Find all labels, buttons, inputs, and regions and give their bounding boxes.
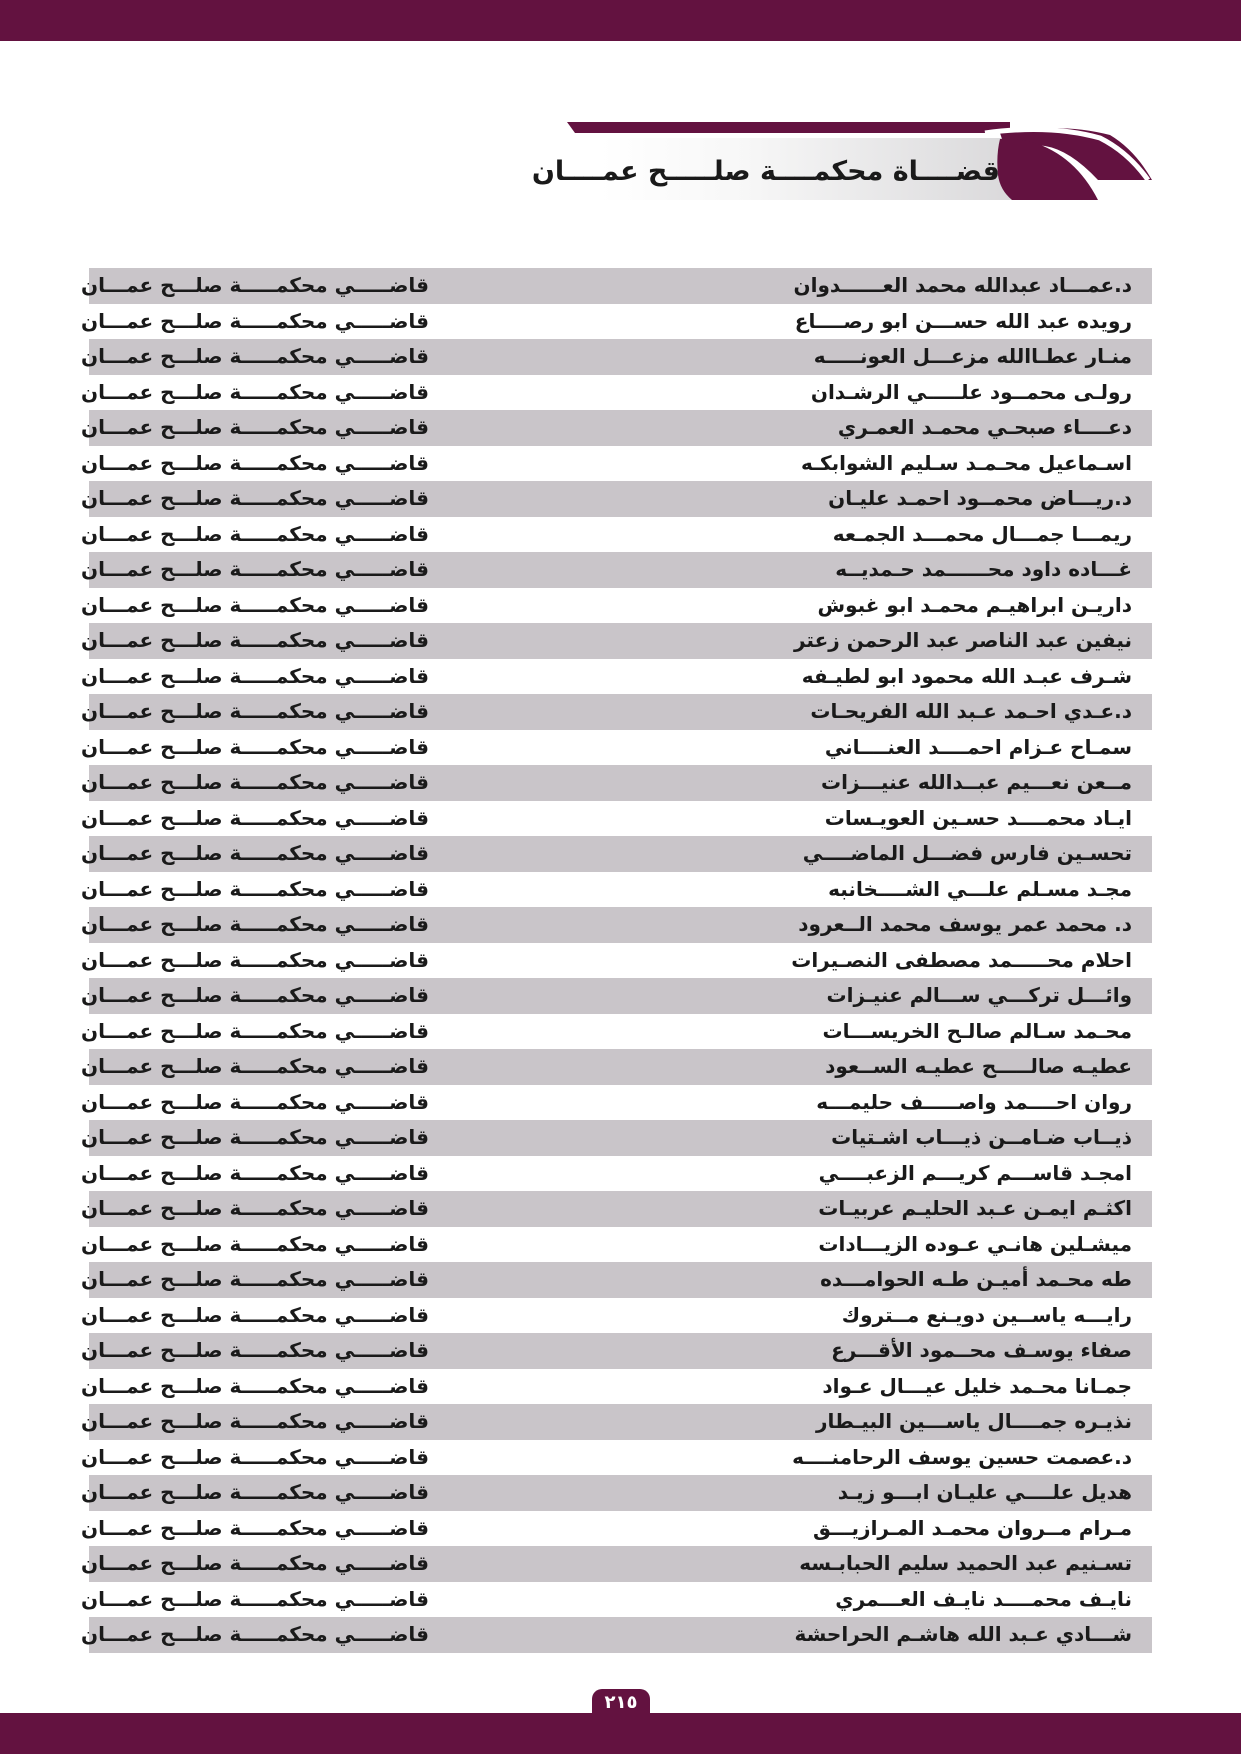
judge-name: روان احــــمد واصـــــف حليمـــه xyxy=(816,1089,1132,1114)
judge-title: قاضـــــي محكمـــــة صلـــح عمـــان xyxy=(81,1302,429,1327)
judge-title: قاضـــــي محكمـــــة صلـــح عمـــان xyxy=(81,521,429,546)
table-row xyxy=(81,1120,1152,1156)
judge-name: د. محمد عمر يوسف محمد الــعرود xyxy=(798,912,1132,936)
header-decoration xyxy=(0,0,1241,260)
judge-title: قاضـــــي محكمـــــة صلـــح عمـــان xyxy=(81,379,429,404)
judge-name: سمـاح عـزام احمــــد العنــــاني xyxy=(824,734,1132,759)
table-row xyxy=(81,375,1152,411)
judge-name: عطيـه صالـــــح عطيـه الســعود xyxy=(825,1054,1132,1078)
table-row xyxy=(81,623,1152,659)
judge-name: امجـد قاســـم كريـــم الزعبــــي xyxy=(818,1160,1132,1185)
judge-name: صفاء يوسـف محــمود الأقـــرع xyxy=(831,1338,1132,1362)
table-row xyxy=(81,1085,1152,1121)
judge-title: قاضـــــي محكمـــــة صلـــح عمـــان xyxy=(81,699,429,723)
judge-title: قاضـــــي محكمـــــة صلـــح عمـــان xyxy=(81,947,429,972)
table-row xyxy=(81,552,1152,588)
judge-name: ايـاد محمــــد حسـين العويـسات xyxy=(824,805,1132,830)
judge-title: قاضـــــي محكمـــــة صلـــح عمـــان xyxy=(81,734,429,759)
table-row xyxy=(81,304,1152,340)
judge-name: محـمد سـالم صالـح الخريســـات xyxy=(822,1018,1132,1043)
judge-name: داريـن ابراهيـم محمـد ابو غبوش xyxy=(817,592,1132,617)
judge-title: قاضـــــي محكمـــــة صلـــح عمـــان xyxy=(81,450,429,475)
table-row xyxy=(81,1440,1152,1476)
table-row xyxy=(81,659,1152,695)
page-title: قضــــاة محكمــــة صلـــــح عمــــان xyxy=(531,156,1000,187)
table-row xyxy=(81,1333,1152,1369)
judge-name: نايـف محمــــد نايـف العـــمري xyxy=(835,1586,1132,1611)
judges-table xyxy=(81,268,1152,1653)
judge-title: قاضـــــي محكمـــــة صلـــح عمـــان xyxy=(81,1515,429,1540)
judge-title: قاضـــــي محكمـــــة صلـــح عمـــان xyxy=(81,1196,429,1220)
judge-title: قاضـــــي محكمـــــة صلـــح عمـــان xyxy=(81,308,429,333)
judge-name: منـار عطـاالله مزعـــل العونـــــه xyxy=(813,344,1132,368)
judge-name: تحسـين فارس فضـــل الماضــــي xyxy=(802,841,1132,865)
table-row xyxy=(81,410,1152,446)
table-row xyxy=(81,481,1152,517)
table-row xyxy=(81,1014,1152,1050)
judge-name: شـــادي عـبد الله هاشـم الحراحشة xyxy=(794,1622,1132,1646)
judge-title: قاضـــــي محكمـــــة صلـــح عمـــان xyxy=(81,663,429,688)
judge-name: اكثـم ايمـن عـبد الحليـم عربيـات xyxy=(818,1196,1132,1220)
judge-title: قاضـــــي محكمـــــة صلـــح عمـــان xyxy=(81,628,429,652)
judge-title: قاضـــــي محكمـــــة صلـــح عمـــان xyxy=(81,415,429,439)
table-row xyxy=(81,943,1152,979)
judge-name: د.عمـــاد عبدالله محمد العــــــدوان xyxy=(793,273,1132,297)
judge-name: طه محـمد أميـن طـه الحوامـــده xyxy=(820,1267,1132,1291)
judge-name: مـرام مــروان محمـد المـرازيـــق xyxy=(813,1515,1132,1540)
judge-title: قاضـــــي محكمـــــة صلـــح عمـــان xyxy=(81,983,429,1007)
table-row xyxy=(81,1049,1152,1085)
table-row xyxy=(81,907,1152,943)
judge-name: نذيـره جمــــال ياســـين البيـطار xyxy=(816,1409,1132,1433)
judge-title: قاضـــــي محكمـــــة صلـــح عمـــان xyxy=(81,1089,429,1114)
table-row xyxy=(81,1511,1152,1547)
table-row xyxy=(81,1475,1152,1511)
table-row xyxy=(81,801,1152,837)
bottom-banner xyxy=(0,1713,1241,1754)
judge-title: قاضـــــي محكمـــــة صلـــح عمـــان xyxy=(81,592,429,617)
table-row xyxy=(81,978,1152,1014)
table-row xyxy=(81,730,1152,766)
page-number: ٢١٥ xyxy=(592,1689,650,1714)
table-row xyxy=(81,446,1152,482)
judge-title: قاضـــــي محكمـــــة صلـــح عمـــان xyxy=(81,1338,429,1362)
judge-name: احلام محـــــمد مصطفى النصـيرات xyxy=(791,947,1132,972)
table-row xyxy=(81,517,1152,553)
judge-name: غـــاده داود محــــــمد حـمديــه xyxy=(835,557,1132,581)
judge-name: نيفين عبد الناصر عبد الرحمن زعتر xyxy=(793,628,1132,652)
judge-title: قاضـــــي محكمـــــة صلـــح عمـــان xyxy=(81,273,429,297)
table-row xyxy=(81,872,1152,908)
judge-name: رولـى محمــود علـــــي الرشـدان xyxy=(810,379,1132,404)
judge-title: قاضـــــي محكمـــــة صلـــح عمـــان xyxy=(81,486,429,510)
judge-name: رايـــه ياســين دويـنع مــتروك xyxy=(841,1302,1132,1327)
table-row xyxy=(81,765,1152,801)
judge-name: جمـانا محـمد خليل عيـــال عـواد xyxy=(822,1373,1132,1398)
judge-title: قاضـــــي محكمـــــة صلـــح عمـــان xyxy=(81,1054,429,1078)
judge-title: قاضـــــي محكمـــــة صلـــح عمـــان xyxy=(81,557,429,581)
judge-name: شـرف عبـد الله محمود ابو لطيـفه xyxy=(801,663,1132,688)
judge-name: مجـد مسـلم علـــي الشــــخانبه xyxy=(828,876,1132,901)
judge-title: قاضـــــي محكمـــــة صلـــح عمـــان xyxy=(81,1551,429,1575)
table-row xyxy=(81,339,1152,375)
judge-title: قاضـــــي محكمـــــة صلـــح عمـــان xyxy=(81,1231,429,1256)
judge-name: وائـــل تركـــي ســـالم عنيـزات xyxy=(826,983,1132,1007)
judge-title: قاضـــــي محكمـــــة صلـــح عمـــان xyxy=(81,344,429,368)
judge-name: د.عـدي احـمد عـبد الله الفريحـات xyxy=(810,699,1132,723)
judge-title: قاضـــــي محكمـــــة صلـــح عمـــان xyxy=(81,1480,429,1504)
judge-name: د.ريـــاض محمــود احمـد عليـان xyxy=(828,486,1132,510)
judge-name: دعــــاء صبحـي محمـد العمـري xyxy=(837,415,1132,439)
judge-title: قاضـــــي محكمـــــة صلـــح عمـــان xyxy=(81,1409,429,1433)
table-row xyxy=(81,1262,1152,1298)
judge-title: قاضـــــي محكمـــــة صلـــح عمـــان xyxy=(81,1160,429,1185)
judge-title: قاضـــــي محكمـــــة صلـــح عمـــان xyxy=(81,1444,429,1469)
table-row xyxy=(81,1156,1152,1192)
table-row xyxy=(81,1404,1152,1440)
judge-name: ميشـلين هانـي عـوده الزيـــادات xyxy=(818,1231,1132,1256)
judge-name: رويده عبد الله حســـن ابو رصــــاع xyxy=(794,308,1132,333)
table-row xyxy=(81,1617,1152,1653)
judge-title: قاضـــــي محكمـــــة صلـــح عمـــان xyxy=(81,1018,429,1043)
judge-title: قاضـــــي محكمـــــة صلـــح عمـــان xyxy=(81,805,429,830)
judge-title: قاضـــــي محكمـــــة صلـــح عمـــان xyxy=(81,876,429,901)
judge-title: قاضـــــي محكمـــــة صلـــح عمـــان xyxy=(81,1267,429,1291)
judge-title: قاضـــــي محكمـــــة صلـــح عمـــان xyxy=(81,1373,429,1398)
judge-title: قاضـــــي محكمـــــة صلـــح عمـــان xyxy=(81,770,429,794)
judge-name: د.عصمت حسين يوسف الرحامنــــه xyxy=(792,1444,1132,1469)
table-row xyxy=(81,1191,1152,1227)
table-row xyxy=(81,1582,1152,1618)
judge-name: ريمـــا جمـــال محمـــد الجمـعه xyxy=(832,521,1132,546)
table-row xyxy=(81,836,1152,872)
judge-title: قاضـــــي محكمـــــة صلـــح عمـــان xyxy=(81,1586,429,1611)
table-row xyxy=(81,1298,1152,1334)
judge-name: تسـنيم عبد الحميد سليم الحبابـسه xyxy=(799,1551,1132,1575)
judge-title: قاضـــــي محكمـــــة صلـــح عمـــان xyxy=(81,912,429,936)
table-row xyxy=(81,1369,1152,1405)
judge-title: قاضـــــي محكمـــــة صلـــح عمـــان xyxy=(81,841,429,865)
table-row xyxy=(81,694,1152,730)
judge-name: هديل علــــي عليـان ابـــو زيـد xyxy=(837,1480,1132,1504)
table-row xyxy=(81,1227,1152,1263)
judge-name: ذيــاب ضـامــن ذيـــاب اشـتيات xyxy=(831,1125,1132,1149)
judge-name: مــعن نعـــيم عبــدالله عنيـــزات xyxy=(821,770,1132,794)
table-row xyxy=(81,268,1152,304)
judge-title: قاضـــــي محكمـــــة صلـــح عمـــان xyxy=(81,1125,429,1149)
judge-name: اسـماعيل محـمـد سـليم الشوابكـه xyxy=(800,450,1132,475)
table-row xyxy=(81,588,1152,624)
judge-title: قاضـــــي محكمـــــة صلـــح عمـــان xyxy=(81,1622,429,1646)
table-row xyxy=(81,1546,1152,1582)
